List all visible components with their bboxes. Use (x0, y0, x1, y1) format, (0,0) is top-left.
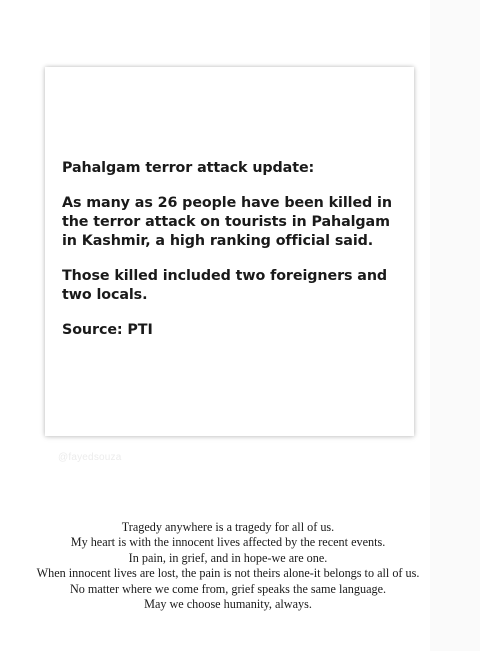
caption-line: Tragedy anywhere is a tragedy for all of us. (121, 520, 335, 534)
watermark-handle: @fayedsouza (58, 452, 122, 463)
caption-line: May we choose humanity, always. (144, 597, 312, 612)
card-heading: Pahalgam terror attack update: (62, 160, 315, 176)
caption-line: No matter where we come from, grief speaks the same language. (69, 581, 387, 596)
page-right-edge (430, 0, 480, 651)
news-update-card (45, 67, 414, 436)
caption-line: My heart is with the innocent lives affected by the recent events. (70, 535, 386, 550)
post-caption (28, 520, 428, 612)
card-source: Source: PTI (62, 322, 153, 338)
card-paragraph-killed: As many as 26 people have been killed in the terror attack on tourists in Pahalgam in Kashmir, a high ranking official said. (62, 195, 392, 249)
card-paragraph-victims: Those killed included two foreigners and two locals. (62, 268, 388, 303)
caption-line: When innocent lives are lost, the pain is not theirs alone-it belongs to all of us. (36, 566, 420, 581)
caption-line: In pain, in grief, and in hope-we are one. (128, 550, 328, 565)
